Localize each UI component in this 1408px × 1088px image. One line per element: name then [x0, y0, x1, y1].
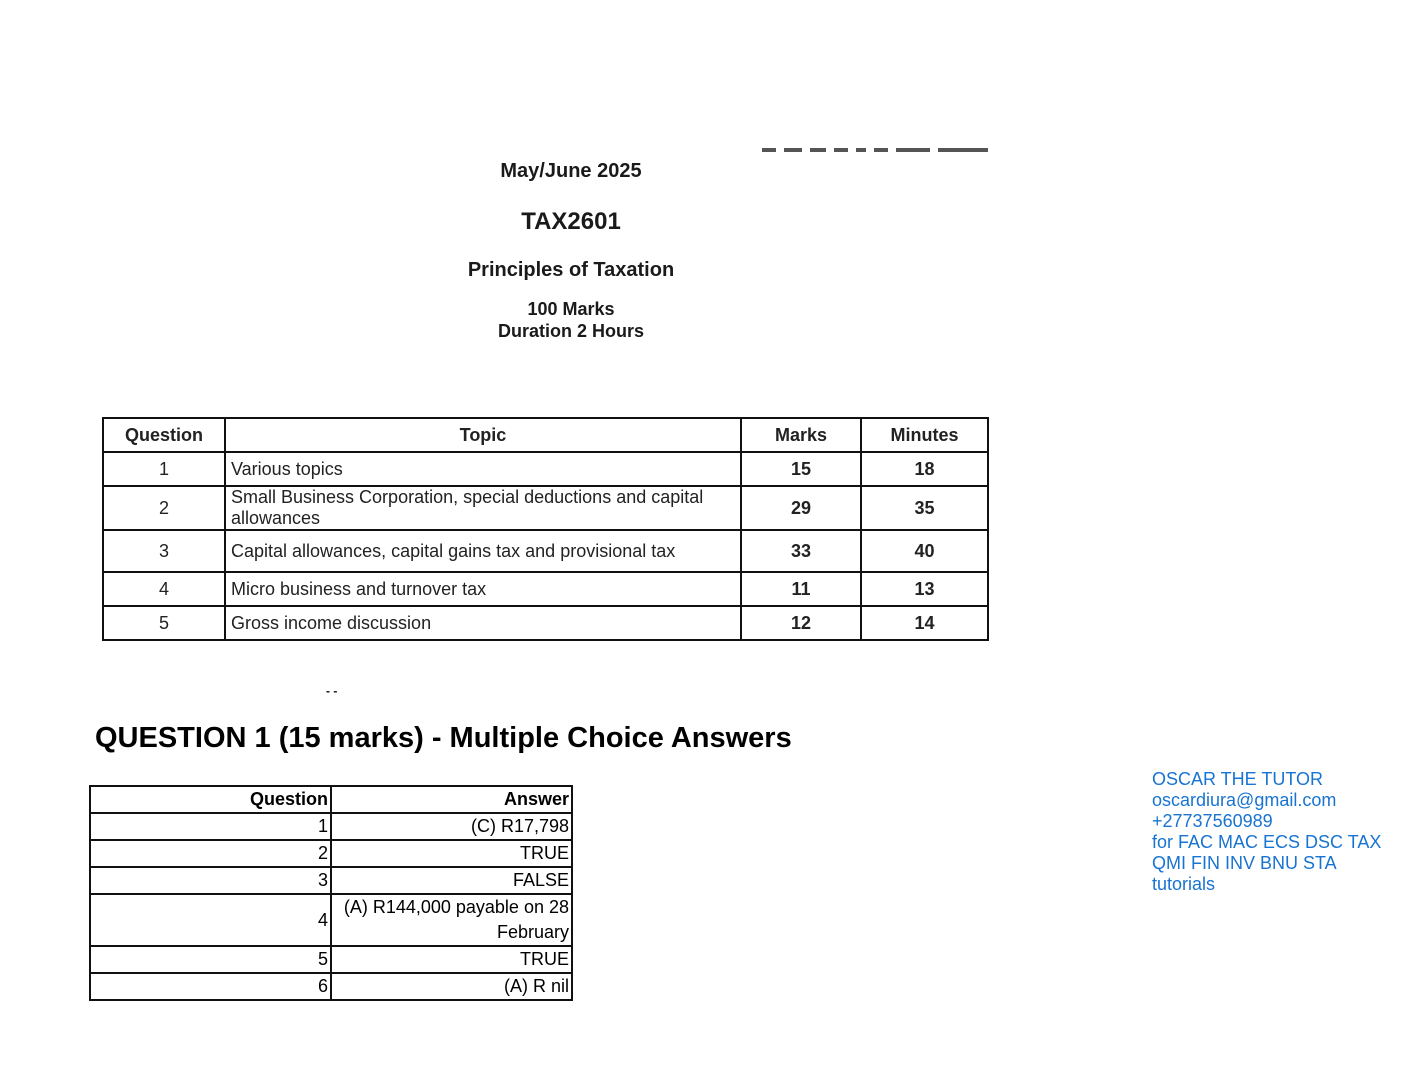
topic-cell: Small Business Corporation, special deductions and capital allowances — [225, 486, 741, 530]
minutes-cell: 13 — [861, 572, 988, 606]
marks-cell: 12 — [741, 606, 861, 640]
answer-cell: TRUE — [331, 946, 572, 973]
table-row — [103, 530, 988, 572]
total-marks: 100 Marks — [527, 299, 615, 319]
table-row — [90, 813, 572, 840]
course-code: TAX2601 — [521, 208, 621, 235]
table-row — [90, 946, 572, 973]
minutes-cell: 35 — [861, 486, 988, 530]
minutes-cell: 14 — [861, 606, 988, 640]
answer-line: February — [496, 922, 569, 942]
topic-cell: Micro business and turnover tax — [225, 572, 741, 606]
marks-cell: 29 — [741, 486, 861, 530]
column-header: Topic — [225, 418, 741, 452]
answer-line: (A) R144,000 payable on 28 — [343, 897, 569, 917]
minutes-cell: 18 — [861, 452, 988, 486]
table-row — [90, 840, 572, 867]
topic-cell: Capital allowances, capital gains tax and provisional tax — [225, 530, 741, 572]
question-number: 4 — [90, 894, 331, 946]
answer-cell: (C) R17,798 — [331, 813, 572, 840]
question-number: 3 — [103, 530, 225, 572]
minutes-cell: 40 — [861, 530, 988, 572]
topics-table — [102, 417, 989, 641]
topic-cell: Gross income discussion — [225, 606, 741, 640]
answer-cell — [331, 894, 572, 946]
tutor-phone: +27737560989 — [1152, 811, 1273, 831]
answer-cell: (A) R nil — [331, 973, 572, 1000]
question-number: 4 — [103, 572, 225, 606]
table-row — [90, 973, 572, 1000]
table-row — [103, 572, 988, 606]
table-row — [103, 486, 988, 530]
question-number: 2 — [90, 840, 331, 867]
marks-cell: 33 — [741, 530, 861, 572]
tutor-contact — [1152, 769, 1381, 895]
tutor-subjects: for FAC MAC ECS DSC TAX — [1152, 832, 1382, 852]
question-number: 5 — [90, 946, 331, 973]
question-number: 2 — [103, 486, 225, 530]
tutor-email: oscardiura@gmail.com — [1152, 790, 1337, 810]
column-header: Answer — [331, 786, 572, 813]
tutor-subjects: QMI FIN INV BNU STA — [1152, 853, 1337, 873]
table-row — [90, 867, 572, 894]
tutor-subjects: tutorials — [1152, 874, 1216, 894]
table-row — [90, 894, 572, 946]
stray-mark: - - — [326, 684, 338, 698]
question-number: 6 — [90, 973, 331, 1000]
question-number: 1 — [90, 813, 331, 840]
column-header: Question — [103, 418, 225, 452]
course-name: Principles of Taxation — [467, 259, 675, 281]
exam-duration: Duration 2 Hours — [497, 321, 644, 341]
answer-cell: TRUE — [331, 840, 572, 867]
table-row — [103, 606, 988, 640]
question-number: 5 — [103, 606, 225, 640]
answers-table — [89, 785, 573, 1001]
question1-title: QUESTION 1 (15 marks) - Multiple Choice Answers — [95, 722, 792, 754]
table-header-row — [103, 418, 988, 452]
column-header: Marks — [741, 418, 861, 452]
table-row — [103, 452, 988, 486]
marks-cell: 11 — [741, 572, 861, 606]
scan-artifact — [762, 148, 1016, 158]
exam-date: May/June 2025 — [500, 160, 642, 182]
question-number: 3 — [90, 867, 331, 894]
answer-cell: FALSE — [331, 867, 572, 894]
tutor-name: OSCAR THE TUTOR — [1152, 769, 1324, 789]
table-header-row — [90, 786, 572, 813]
column-header: Question — [90, 786, 331, 813]
exam-info — [400, 298, 742, 342]
marks-cell: 15 — [741, 452, 861, 486]
column-header: Minutes — [861, 418, 988, 452]
question-number: 1 — [103, 452, 225, 486]
topic-cell: Various topics — [225, 452, 741, 486]
